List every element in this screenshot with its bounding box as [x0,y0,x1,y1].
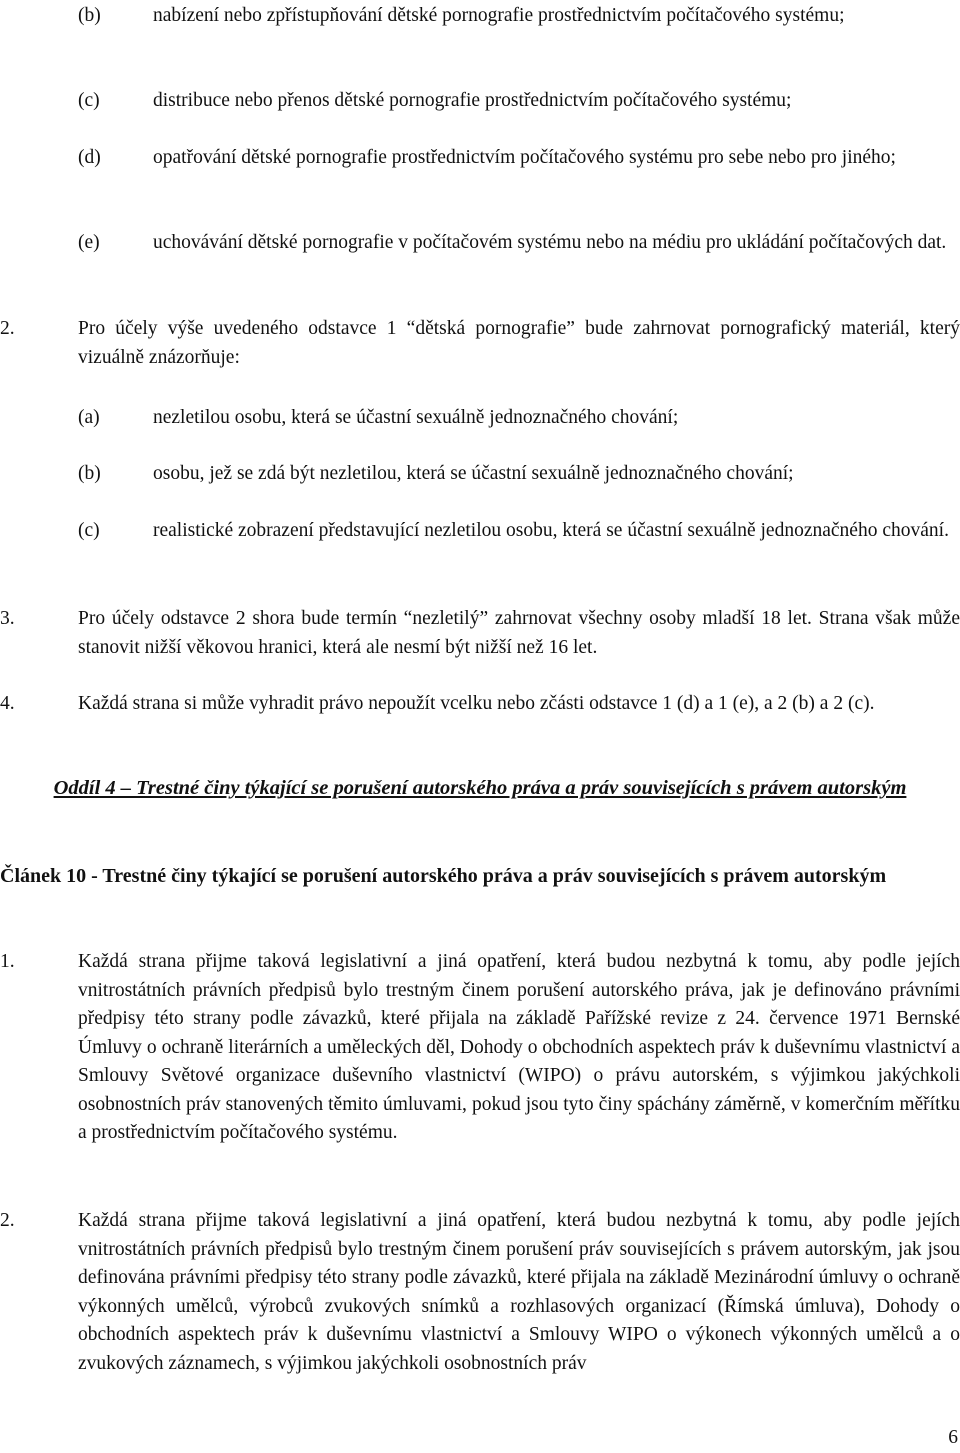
list-label: (c) [78,90,100,111]
list-text: uchovávání dětské pornografie v počítačovém systému nebo na médiu pro ukládání počítačových dat. [153,232,947,253]
paragraph-number: 2. [0,1210,15,1231]
paragraph-text [0,315,960,372]
paragraph-number: 1. [0,951,15,972]
page-number: 6 [948,1427,958,1448]
article-heading: Článek 10 - Trestné činy týkající se porušení autorského práva a práv souvisejících s právem autorským [0,865,887,887]
list-text: opatřování dětské pornografie prostřednictvím počítačového systému pro sebe nebo pro jiného; [153,147,896,168]
list-text: distribuce nebo přenos dětské pornografie prostřednictvím počítačového systému; [153,90,792,111]
section-heading: Oddíl 4 – Trestné činy týkající se porušení autorského práva a práv souvisejících s právem autorským [53,777,907,799]
paragraph-body: Pro účely výše uvedeného odstavce 1 “dětská pornografie” bude zahrnovat pornografický materiál, který vizuálně znázorňuje: [78,318,960,368]
paragraph-number: 4. [0,693,15,714]
paragraph-body: Pro účely odstavce 2 shora bude termín “nezletilý” zahrnovat všechny osoby mladší 18 let. Strana však může stanovit nižší věkovou hranici, která ale nesmí být nižší než 16 let. [78,608,960,658]
list-label: (a) [78,407,100,428]
paragraph-text [0,690,960,719]
paragraph-number: 2. [0,318,15,339]
paragraph-number: 3. [0,608,15,629]
paragraph-body: Každá strana si může vyhradit právo nepoužít vcelku nebo zčásti odstavce 1 (d) a 1 (e), a 2 (b) a 2 (c). [78,693,875,714]
list-label: (c) [78,520,100,541]
list-label: (d) [78,147,101,168]
list-text: realistické zobrazení představující nezletilou osobu, která se účastní sexuálně jednoznačného chování. [153,520,949,541]
list-label: (b) [78,463,101,484]
list-text: nabízení nebo zpřístupňování dětské pornografie prostřednictvím počítačového systému; [153,5,845,26]
list-text: nezletilou osobu, která se účastní sexuálně jednoznačného chování; [153,407,679,428]
paragraph-body: Každá strana přijme taková legislativní a jiná opatření, která budou nezbytná k tomu, aby podle jejích vnitrostátních právních předpisů bylo trestným činem porušení autorského práva, jak je definováno právními předpisy této strany podle závazků, které přijala na základě Pařížské revize z 24. července 1971 Bernské Úmluvy o ochraně literárních a uměleckých děl, Dohody o obchodních aspektech práv k duševnímu vlastnictví a Smlouvy Světové organizace duševního vlastnictví (WIPO) o právu autorském, s výjimkou jakýchkoli osobnostních práv stanovených těmito úmluvami, pokud jsou tyto činy spáchány záměrně, v komerčním měřítku a prostřednictvím počítačového systému. [78,951,960,1143]
list-label: (b) [78,5,101,26]
list-text: osobu, jež se zdá být nezletilou, která se účastní sexuálně jednoznačného chování; [153,463,794,484]
paragraph-text [0,948,960,1148]
paragraph-body: Každá strana přijme taková legislativní a jiná opatření, která budou nezbytná k tomu, aby podle jejích vnitrostátních právních předpisů bylo trestným činem porušení práv souvisejících s právem autorským, jak jsou definována právními předpisy této strany podle závazků, které přijala na základě Mezinárodní úmluvy o ochraně výkonných umělců, výrobců zvukových snímků a rozhlasových organizací (Římská úmluva), Dohody o obchodních aspektech práv k duševnímu vlastnictví a Smlouvy WIPO o výkonech výkonných umělců a o zvukových záznamech, s výjimkou jakýchkoli osobnostních práv [78,1210,960,1374]
paragraph-text [0,1207,960,1378]
list-label: (e) [78,232,100,253]
paragraph-text [0,605,960,662]
